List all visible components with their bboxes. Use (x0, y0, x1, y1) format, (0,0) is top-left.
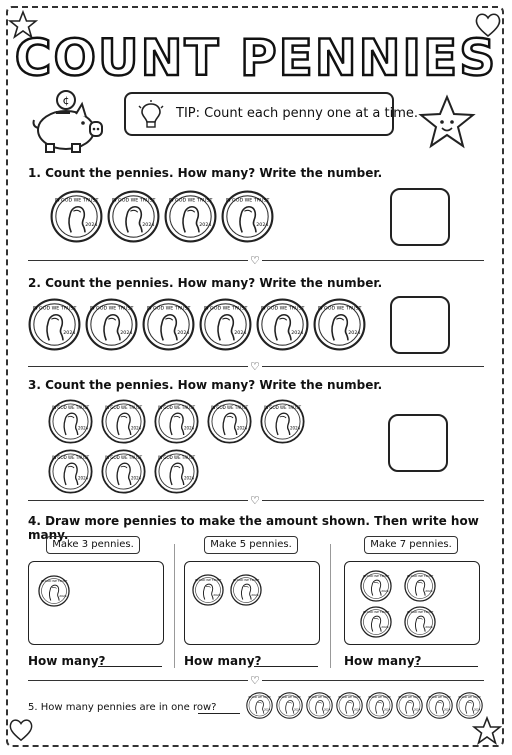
penny-icon (38, 575, 70, 607)
svg-text:2024: 2024 (236, 425, 248, 431)
svg-text:2024: 2024 (59, 593, 67, 598)
svg-text:IN GOD WE TRUST: IN GOD WE TRUST (225, 198, 270, 204)
penny-icon (456, 692, 483, 719)
penny-icon (207, 399, 252, 444)
divider-heart-icon: ♡ (250, 360, 260, 373)
svg-text:IN GOD WE TRUST: IN GOD WE TRUST (32, 306, 77, 312)
svg-text:2024: 2024 (142, 223, 155, 229)
penny-icon (404, 606, 436, 638)
svg-text:2024: 2024 (348, 331, 361, 337)
svg-text:IN GOD WE TRUST: IN GOD WE TRUST (248, 695, 271, 699)
svg-text:IN GOD WE TRUST: IN GOD WE TRUST (51, 404, 90, 410)
svg-text:2024: 2024 (234, 331, 247, 337)
star-outline-icon (472, 716, 502, 746)
question-4-text: 4. Draw more pennies to make the amount shown. Then write how many. (28, 514, 479, 542)
svg-text:2024: 2024 (77, 475, 89, 481)
svg-text:IN GOD WE TRUST: IN GOD WE TRUST (203, 306, 248, 312)
penny-icon (101, 399, 146, 444)
panel-3-answer-line[interactable] (414, 666, 478, 667)
panel-separator (174, 544, 175, 668)
penny-icon (221, 190, 274, 243)
svg-text:2024: 2024 (425, 624, 433, 629)
svg-text:IN GOD WE TRUST: IN GOD WE TRUST (232, 578, 260, 583)
svg-text:IN GOD WE TRUST: IN GOD WE TRUST (111, 198, 156, 204)
penny-icon (199, 298, 252, 351)
penny-icon (28, 298, 81, 351)
svg-text:2024: 2024 (183, 475, 195, 481)
panel-1-label: Make 3 pennies. (46, 536, 140, 554)
svg-text:2024: 2024 (130, 425, 142, 431)
svg-text:2024: 2024 (120, 331, 133, 337)
svg-text:IN GOD WE TRUST: IN GOD WE TRUST (398, 695, 421, 699)
svg-text:IN GOD WE TRUST: IN GOD WE TRUST (263, 404, 302, 410)
penny-icon (426, 692, 453, 719)
penny-icon (164, 190, 217, 243)
svg-text:IN GOD WE TRUST: IN GOD WE TRUST (368, 695, 391, 699)
svg-text:2024: 2024 (353, 708, 361, 712)
panel-3-how-many: How many? (344, 654, 422, 668)
svg-text:IN GOD WE TRUST: IN GOD WE TRUST (40, 579, 68, 584)
svg-text:2024: 2024 (425, 588, 433, 593)
svg-text:IN GOD WE TRUST: IN GOD WE TRUST (338, 695, 361, 699)
svg-text:IN GOD WE TRUST: IN GOD WE TRUST (54, 198, 99, 204)
svg-text:IN GOD WE TRUST: IN GOD WE TRUST (51, 454, 90, 460)
svg-text:IN GOD WE TRUST: IN GOD WE TRUST (406, 610, 434, 615)
penny-icon (142, 298, 195, 351)
question-5-text: 5. How many pennies are in one row? (28, 702, 217, 713)
svg-text:IN GOD WE TRUST: IN GOD WE TRUST (194, 578, 222, 583)
svg-text:IN GOD WE TRUST: IN GOD WE TRUST (157, 454, 196, 460)
question-3-text: 3. Count the pennies. How many? Write the number. (28, 378, 383, 392)
svg-text:2024: 2024 (443, 708, 451, 712)
svg-text:2024: 2024 (323, 708, 331, 712)
penny-icon (306, 692, 333, 719)
question-1-text: 1. Count the pennies. How many? Write the number. (28, 166, 383, 180)
q5-answer-line[interactable] (198, 713, 240, 714)
svg-text:IN GOD WE TRUST: IN GOD WE TRUST (104, 404, 143, 410)
penny-icon (313, 298, 366, 351)
svg-text:IN GOD WE TRUST: IN GOD WE TRUST (362, 610, 390, 615)
svg-text:2024: 2024 (381, 588, 389, 593)
svg-text:2024: 2024 (251, 592, 259, 597)
penny-icon (404, 570, 436, 602)
penny-icon (276, 692, 303, 719)
penny-icon (396, 692, 423, 719)
penny-icon (101, 449, 146, 494)
svg-text:2024: 2024 (293, 708, 301, 712)
penny-icon (48, 449, 93, 494)
penny-icon (336, 692, 363, 719)
svg-text:2024: 2024 (177, 331, 190, 337)
svg-text:IN GOD WE TRUST: IN GOD WE TRUST (146, 306, 191, 312)
penny-icon (256, 298, 309, 351)
panel-separator (330, 544, 331, 668)
penny-icon (230, 574, 262, 606)
svg-text:2024: 2024 (413, 708, 421, 712)
svg-text:2024: 2024 (263, 708, 271, 712)
q2-answer-box[interactable] (390, 296, 450, 354)
svg-text:IN GOD WE TRUST: IN GOD WE TRUST (362, 574, 390, 579)
svg-text:IN GOD WE TRUST: IN GOD WE TRUST (406, 574, 434, 579)
divider-heart-icon: ♡ (250, 254, 260, 267)
svg-text:2024: 2024 (213, 592, 221, 597)
penny-icon (366, 692, 393, 719)
divider-heart-icon: ♡ (250, 674, 260, 687)
penny-icon (360, 606, 392, 638)
svg-text:¢: ¢ (62, 94, 70, 107)
page-title: COUNT PENNIES (14, 29, 498, 87)
smiling-star-icon (418, 94, 476, 150)
penny-icon (85, 298, 138, 351)
svg-text:IN GOD WE TRUST: IN GOD WE TRUST (317, 306, 362, 312)
svg-text:IN GOD WE TRUST: IN GOD WE TRUST (210, 404, 249, 410)
q3-answer-box[interactable] (388, 414, 448, 472)
penny-icon (192, 574, 224, 606)
svg-text:2024: 2024 (183, 425, 195, 431)
panel-3-label: Make 7 pennies. (364, 536, 458, 554)
penny-icon (50, 190, 103, 243)
panel-2-label: Make 5 pennies. (204, 536, 298, 554)
svg-text:2024: 2024 (256, 223, 269, 229)
penny-icon (154, 399, 199, 444)
svg-text:IN GOD WE TRUST: IN GOD WE TRUST (157, 404, 196, 410)
q1-answer-box[interactable] (390, 188, 450, 246)
svg-text:2024: 2024 (199, 223, 212, 229)
penny-icon (260, 399, 305, 444)
svg-text:2024: 2024 (130, 475, 142, 481)
penny-icon (48, 399, 93, 444)
svg-text:IN GOD WE TRUST: IN GOD WE TRUST (458, 695, 481, 699)
panel-1-how-many: How many? (28, 654, 106, 668)
svg-text:2024: 2024 (289, 425, 301, 431)
panel-2-how-many: How many? (184, 654, 262, 668)
heart-outline-icon (8, 718, 34, 742)
svg-text:2024: 2024 (63, 331, 76, 337)
penny-icon (360, 570, 392, 602)
svg-text:2024: 2024 (85, 223, 98, 229)
svg-text:2024: 2024 (381, 624, 389, 629)
svg-text:IN GOD WE TRUST: IN GOD WE TRUST (168, 198, 213, 204)
lightbulb-icon (138, 100, 164, 130)
svg-text:IN GOD WE TRUST: IN GOD WE TRUST (428, 695, 451, 699)
svg-text:IN GOD WE TRUST: IN GOD WE TRUST (89, 306, 134, 312)
tip-text: TIP: Count each penny one at a time. (176, 106, 419, 121)
svg-text:2024: 2024 (473, 708, 481, 712)
panel-1-answer-line[interactable] (98, 666, 162, 667)
svg-text:IN GOD WE TRUST: IN GOD WE TRUST (104, 454, 143, 460)
svg-text:IN GOD WE TRUST: IN GOD WE TRUST (278, 695, 301, 699)
penny-icon (154, 449, 199, 494)
svg-text:IN GOD WE TRUST: IN GOD WE TRUST (308, 695, 331, 699)
penny-icon (107, 190, 160, 243)
svg-text:2024: 2024 (383, 708, 391, 712)
svg-text:2024: 2024 (77, 425, 89, 431)
svg-text:2024: 2024 (291, 331, 304, 337)
penny-icon (246, 692, 273, 719)
panel-2-answer-line[interactable] (254, 666, 318, 667)
divider-heart-icon: ♡ (250, 494, 260, 507)
svg-text:IN GOD WE TRUST: IN GOD WE TRUST (260, 306, 305, 312)
piggy-bank-icon (30, 88, 106, 154)
question-2-text: 2. Count the pennies. How many? Write the number. (28, 276, 383, 290)
